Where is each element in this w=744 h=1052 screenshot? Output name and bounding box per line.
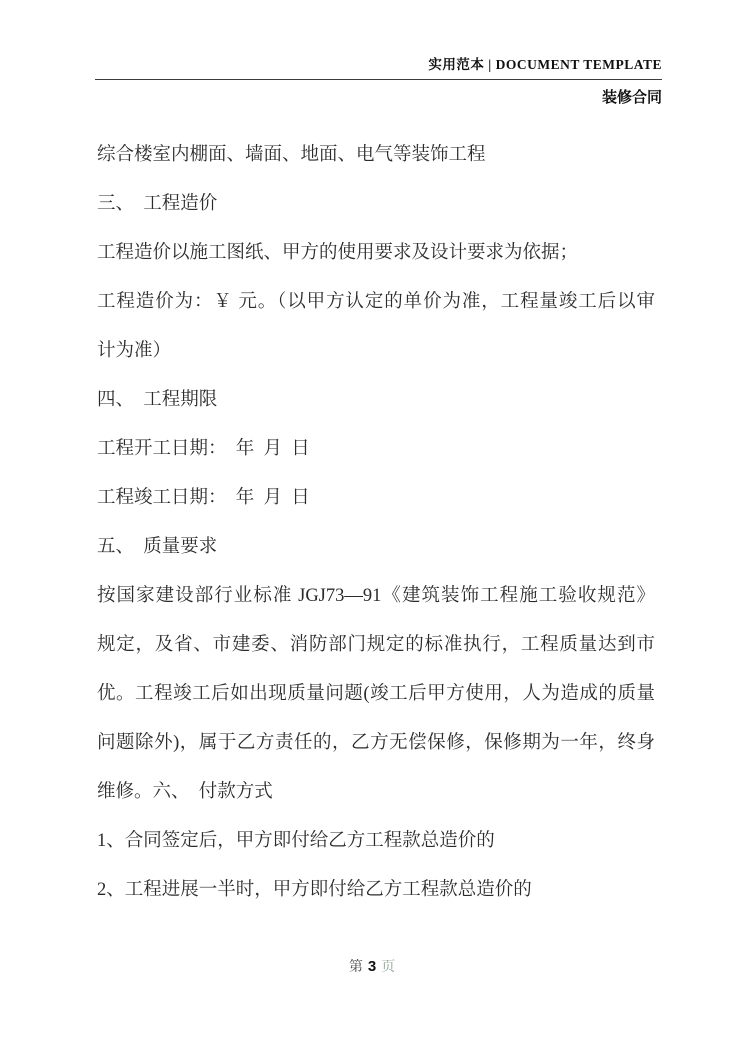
page-number-suffix: 页 — [381, 960, 396, 975]
document-line: 规定，及省、市建委、消防部门规定的标准执行，工程质量达到市 — [97, 635, 655, 655]
document-line: 工程造价为：￥ 元。（以甲方认定的单价为准，工程量竣工后以审 — [97, 292, 655, 312]
document-line: 问题除外)，属于乙方责任的，乙方无偿保修，保修期为一年，终身 — [97, 733, 655, 753]
page-number: 3 — [367, 958, 377, 975]
document-line: 按国家建设部行业标准 JGJ73—91《建筑装饰工程施工验收规范》 — [97, 586, 655, 606]
document-line: 工程开工日期： 年 月 日 — [97, 439, 310, 459]
section-heading: 五、 质量要求 — [97, 537, 218, 557]
document-line: 综合楼室内棚面、墙面、地面、电气等装饰工程 — [97, 145, 486, 165]
document-line: 2、工程进展一半时，甲方即付给乙方工程款总造价的 — [97, 880, 532, 900]
document-line: 1、合同签定后，甲方即付给乙方工程款总造价的 — [97, 831, 495, 851]
document-line: 工程造价以施工图纸、甲方的使用要求及设计要求为依据； — [97, 243, 579, 263]
document-line: 维修。六、 付款方式 — [97, 782, 273, 802]
header-rule — [95, 79, 662, 80]
document-line: 计为准） — [97, 341, 172, 361]
document-body — [97, 131, 655, 915]
document-type-label: 装修合同 — [601, 90, 662, 106]
section-heading: 四、 工程期限 — [97, 390, 218, 410]
page-number-prefix: 第 — [348, 960, 363, 975]
document-line: 工程竣工日期： 年 月 日 — [97, 488, 310, 508]
document-line: 优。工程竣工后如出现质量问题(竣工后甲方使用，人为造成的质量 — [97, 684, 655, 704]
page-footer — [0, 956, 744, 976]
section-heading: 三、 工程造价 — [97, 194, 218, 214]
header-brand: 实用范本 | DOCUMENT TEMPLATE — [428, 57, 662, 72]
